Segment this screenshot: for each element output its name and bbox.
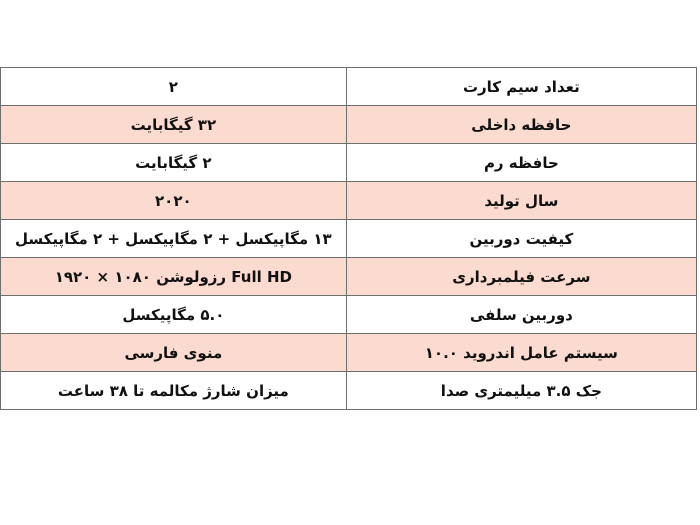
spec-value: Full HD رزولوشن ۱۰۸۰ × ۱۹۲۰ xyxy=(1,258,347,296)
table-row xyxy=(1,182,697,220)
spec-label: دوربین سلفی xyxy=(346,296,696,334)
spec-value: ۳۲ گیگابایت xyxy=(1,106,347,144)
spec-value: میزان شارژ مکالمه تا ۳۸ ساعت xyxy=(1,372,347,410)
spec-value: ۱۳ مگاپیکسل + ۲ مگاپیکسل + ۲ مگاپیکسل xyxy=(1,220,347,258)
table-row xyxy=(1,372,697,410)
spec-label: سرعت فیلمبرداری xyxy=(346,258,696,296)
spec-label: کیفیت دوربین xyxy=(346,220,696,258)
table-row xyxy=(1,258,697,296)
spec-label: سیستم عامل اندروید ۱۰.۰ xyxy=(346,334,696,372)
spec-value: منوی فارسی xyxy=(1,334,347,372)
table-row xyxy=(1,334,697,372)
spec-label: تعداد سیم کارت xyxy=(346,68,696,106)
table-row xyxy=(1,106,697,144)
spec-value: ۲ گیگابایت xyxy=(1,144,347,182)
spec-value: ۵.۰ مگاپیکسل xyxy=(1,296,347,334)
spec-label: حافظه رم xyxy=(346,144,696,182)
spec-label: حافظه داخلی xyxy=(346,106,696,144)
spec-table xyxy=(0,67,697,410)
spec-value: ۲۰۲۰ xyxy=(1,182,347,220)
table-row xyxy=(1,296,697,334)
table-row xyxy=(1,68,697,106)
table-row xyxy=(1,220,697,258)
spec-label: سال تولید xyxy=(346,182,696,220)
spec-value: ۲ xyxy=(1,68,347,106)
table-row xyxy=(1,144,697,182)
spec-label: جک ۳.۵ میلیمتری صدا xyxy=(346,372,696,410)
